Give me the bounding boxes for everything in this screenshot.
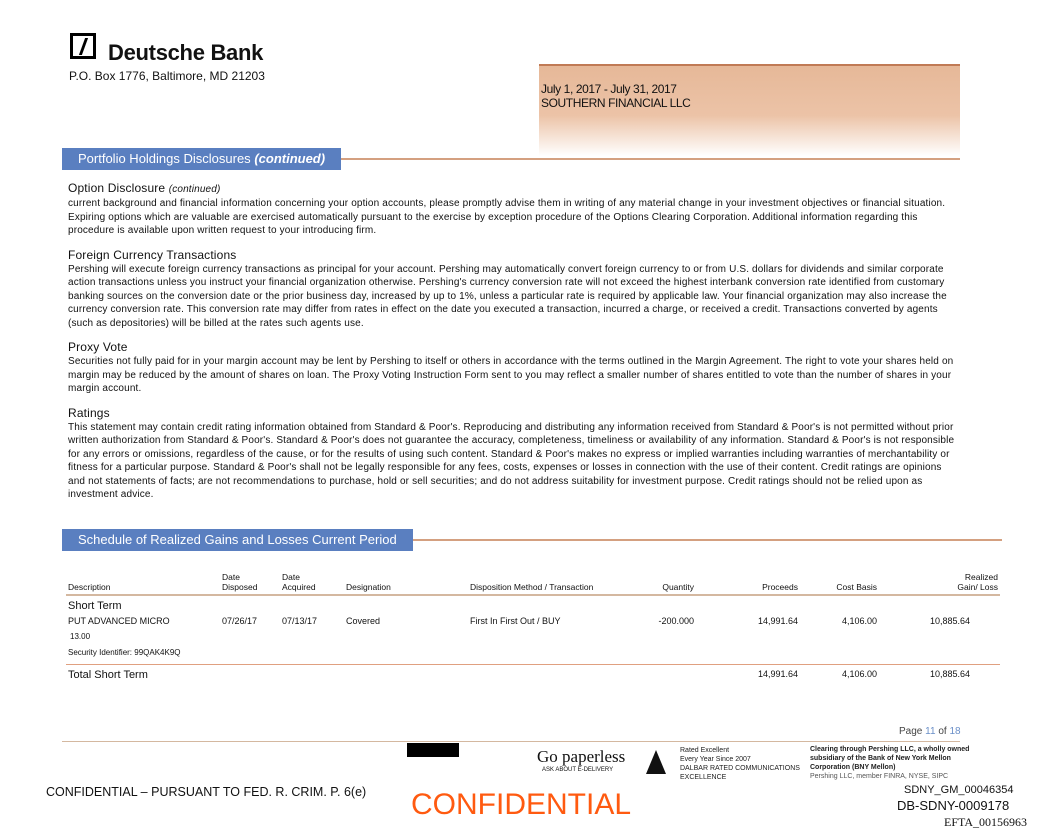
cell-strike: 13.00 xyxy=(70,632,91,641)
dalbar-text xyxy=(680,746,800,782)
dalbar-line: EXCELLENCE xyxy=(680,774,727,781)
realized-gains-table xyxy=(66,570,1000,683)
disclosure-heading: Option Disclosure xyxy=(68,181,166,195)
col-quantity: Quantity xyxy=(632,570,696,595)
total-row xyxy=(66,665,1000,684)
col-date-acquired: Date Acquired xyxy=(280,570,344,595)
disclosure-text: Securities not fully paid for in your margin account may be lent by Pershing to itself or others in accordance with the terms outlined in the Margin Agreement. The right to vote your shares held on margin may be reduced by the amount of shares on loan. The Proxy Voting Instruction Form sent to you may reflect a smaller number of shares entitled to vote than the number of shares in your margin account. xyxy=(68,356,954,394)
redaction-box xyxy=(407,743,459,757)
disclosure-heading: Ratings xyxy=(68,405,110,420)
cell-gain: 10,885.64 xyxy=(929,616,970,626)
col-realized-gain-loss: Realized Gain/ Loss xyxy=(879,570,1000,595)
statement-header-box xyxy=(539,64,960,156)
section-header-realized-gains xyxy=(62,529,1002,551)
group-label: Short Term xyxy=(68,600,122,612)
disclosure-proxy-vote xyxy=(68,340,958,396)
bates-sdny: SDNY_GM_00046354 xyxy=(904,784,1014,796)
disclosure-heading: Proxy Vote xyxy=(68,340,128,354)
table-row xyxy=(66,614,1000,630)
edelivery: ASK ABOUT E-DELIVERY xyxy=(542,767,614,773)
divider xyxy=(341,158,960,160)
clearing-line: Clearing through Pershing LLC, a wholly owned xyxy=(810,746,970,753)
total-cost-basis: 4,106.00 xyxy=(800,665,879,684)
bank-name: Deutsche Bank xyxy=(108,40,264,65)
bates-db: DB-SDNY-0009178 xyxy=(897,798,1010,813)
confidential-stamp: CONFIDENTIAL xyxy=(411,788,632,821)
deutsche-bank-logo-icon xyxy=(70,33,96,59)
disclosure-foreign-currency xyxy=(68,248,958,331)
bank-address: P.O. Box 1776, Baltimore, MD 21203 xyxy=(69,69,265,83)
dalbar-line: Rated Excellent xyxy=(680,747,730,754)
client-name: SOUTHERN FINANCIAL LLC xyxy=(541,96,691,110)
footer-divider xyxy=(62,741,960,742)
cell-date-acquired: 07/13/17 xyxy=(282,616,318,626)
section-header-disclosures xyxy=(62,148,960,170)
section-title-suffix: (continued) xyxy=(254,151,326,166)
page-number xyxy=(899,726,961,737)
col-date-disposed: Date Disposed xyxy=(220,570,280,595)
col-designation: Designation xyxy=(344,570,468,595)
disclosure-option xyxy=(68,181,958,238)
bates-efta: EFTA_00156963 xyxy=(944,815,1028,829)
disclosure-text: This statement may contain credit rating information obtained from Standard & Poor's. Reproducing and distributing any information received from Standard & Poor's is not permitted without prior written authorization from Standard & Poor's. Standard & Poor's does not guarantee the accuracy, completeness, timeliness or availability of any information. Standard & Poor's is not responsible for any errors or omissions, regardless of the cause, or for the results of using such content. Standard & Poor's makes no express or implied warranties including warranties of merchantability or fitness for a particular purpose. Standard & Poor's shall not be legally responsible for any fees, costs, expenses or losses in connection with the use of their content. Credit ratings are opinions and not statements of facts; are not recommendations to purchase, hold or sell securities; and do not address suitability for investment purpose. Credit ratings should not be relied upon as investment advice. xyxy=(68,421,955,500)
cell-proceeds: 14,991.64 xyxy=(757,616,798,626)
cell-designation: Covered xyxy=(346,616,381,626)
cell-cost-basis: 4,106.00 xyxy=(841,616,877,626)
confidential-notice: CONFIDENTIAL – PURSUANT TO FED. R. CRIM. P. 6(e) xyxy=(46,785,367,799)
disclosure-text: current background and financial information concerning your option accounts, please promptly advise them in writing of any material change in your investment objectives or financial situation. Expiring options which are valuable are exercised automatically pursuant to the exercise by exception procedure of the Options Clearing Corporation. Additional information regarding this procedure is available upon written request to your introducing firm. xyxy=(68,198,946,236)
dalbar-line: DALBAR RATED COMMUNICATIONS xyxy=(680,765,800,772)
total-label: Total Short Term xyxy=(66,665,696,684)
dalbar-pyramid-icon xyxy=(645,746,667,778)
disclosures-body xyxy=(68,181,958,512)
section-title: Portfolio Holdings Disclosures xyxy=(78,151,251,166)
page-total: 18 xyxy=(949,726,961,737)
table-header-row xyxy=(66,570,1000,595)
clearing-text xyxy=(810,745,969,781)
disclosure-heading-suffix: (continued) xyxy=(168,184,221,195)
page-label: Page xyxy=(899,726,923,737)
dalbar-line: Every Year Since 2007 xyxy=(680,756,751,763)
page-current: 11 xyxy=(925,726,936,737)
clearing-line: subsidiary of the Bank of New York Mellon xyxy=(810,755,951,762)
go-paperless: Go paperless xyxy=(537,747,626,766)
disclosure-heading: Foreign Currency Transactions xyxy=(68,247,237,262)
page-of: of xyxy=(938,726,947,737)
statement-period: July 1, 2017 - July 31, 2017 xyxy=(541,82,677,96)
divider xyxy=(413,539,1002,541)
total-proceeds: 14,991.64 xyxy=(696,665,800,684)
col-proceeds: Proceeds xyxy=(696,570,800,595)
disclosure-ratings xyxy=(68,406,958,502)
cell-security-id: Security Identifier: 99QAK4K9Q xyxy=(68,648,181,657)
cell-quantity: -200.000 xyxy=(658,616,694,626)
clearing-line: Corporation (BNY Mellon) xyxy=(810,764,896,771)
col-disposition-method: Disposition Method / Transaction xyxy=(468,570,632,595)
total-gain: 10,885.64 xyxy=(879,665,1000,684)
cell-method: First In First Out / BUY xyxy=(470,616,561,626)
cell-description: PUT ADVANCED MICRO xyxy=(68,616,170,626)
col-cost-basis: Cost Basis xyxy=(800,570,879,595)
section-title: Schedule of Realized Gains and Losses Current Period xyxy=(62,529,413,551)
clearing-line: Pershing LLC, member FINRA, NYSE, SIPC xyxy=(810,773,949,780)
disclosure-text: Pershing will execute foreign currency transactions as principal for your account. Pershing may automatically convert foreign currency to or from U.S. dollars for dividends and similar corporate action transactions unless you instruct your financial organization otherwise. Pershing's currency conversion rate will not exceed the highest interbank conversion rate identified from customary banking sources on the conversion date or the prior business day, increased by up to 1%, unless a particular rate is required by applicable law. Your financial organization may also increase the currency conversion rate. This conversion rate may differ from rates in effect on the date you executed a transaction, incurred a charge, or received a credit. Transactions converted by agents (such as depositories) will be billed at the rates such agents use. xyxy=(68,263,947,329)
col-description: Description xyxy=(66,570,220,595)
cell-date-disposed: 07/26/17 xyxy=(222,616,258,626)
